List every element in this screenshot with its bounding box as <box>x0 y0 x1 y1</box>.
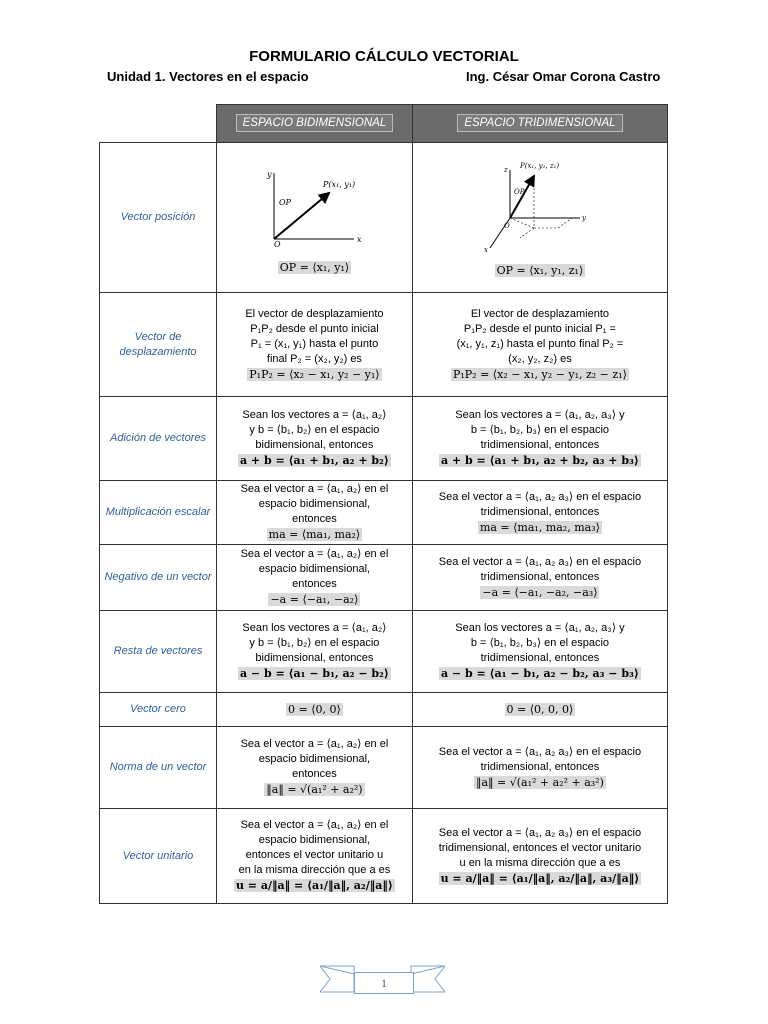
text-line: entonces el vector unitario u <box>245 849 384 861</box>
op-label: OP <box>279 198 292 207</box>
formula: u = a/‖a‖ = ⟨a₁/‖a‖, a₂/‖a‖⟩ <box>235 879 393 892</box>
row-resta-vectores <box>100 611 668 693</box>
unit-subtitle: Unidad 1. Vectores en el espacio <box>107 69 309 84</box>
formula: a + b = ⟨a₁ + b₁, a₂ + b₂, a₃ + b₃⟩ <box>440 454 639 467</box>
row-label: Vector cero <box>100 693 217 727</box>
text-line: espacio bidimensional, <box>258 498 371 510</box>
text-line: espacio bidimensional, <box>258 753 371 765</box>
formula: OP = ⟨x₁, y₁⟩ <box>279 261 350 274</box>
y-axis-label: y <box>581 214 586 222</box>
row-label: Vector de desplazamiento <box>100 293 217 397</box>
text-line: Sea el vector a = ⟨a₁, a₂⟩ en el <box>240 819 389 831</box>
origin-label: O <box>503 222 510 230</box>
text-line: b = ⟨b₁, b₂, b₃⟩ en el espacio <box>470 637 609 649</box>
point-p-label: P(x₁, y₁, z₁) <box>519 162 560 170</box>
z-axis-label: z <box>503 166 508 174</box>
x-axis-label: x <box>483 246 488 254</box>
row-vector-unitario <box>100 809 668 904</box>
column-header-tri: ESPACIO TRIDIMENSIONAL <box>412 105 667 143</box>
text-line: El vector de desplazamiento <box>470 307 610 320</box>
row-vector-desplazamiento <box>100 293 668 397</box>
formula: ma = ⟨ma₁, ma₂⟩ <box>268 528 361 541</box>
row-negativo-vector <box>100 545 668 611</box>
formula: 0 = ⟨0, 0, 0⟩ <box>506 702 574 716</box>
row-multiplicacion-escalar <box>100 481 668 545</box>
dashed-guide <box>510 218 534 228</box>
row-label: Vector unitario <box>100 809 217 904</box>
text-line: final P₂ = (x₂, y₂) es <box>266 352 362 365</box>
formula-table <box>99 104 668 904</box>
text-line: Sean los vectores a = ⟨a₁, a₂, a₃⟩ y <box>455 409 625 421</box>
text-line: Sea el vector a = ⟨a₁, a₂ a₃⟩ en el espacio <box>438 826 642 839</box>
formula: ‖a‖ = √(a₁² + a₂² + a₃²) <box>475 775 604 789</box>
op-vector-arrow <box>510 176 534 218</box>
page-number: 1 <box>354 972 414 994</box>
formula: a − b = ⟨a₁ − b₁, a₂ − b₂, a₃ − b₃⟩ <box>440 667 639 680</box>
author-name: Ing. César Omar Corona Castro <box>466 69 661 84</box>
text-line: tridimensional, entonces el vector unitario <box>438 841 642 854</box>
row-label: Adición de vectores <box>100 397 217 481</box>
text-line: entonces <box>292 578 337 590</box>
text-line: El vector de desplazamiento <box>245 307 384 320</box>
text-line: tridimensional, entonces <box>480 439 600 451</box>
text-line: P₁ = (x₁, y₁) hasta el punto <box>250 337 379 350</box>
row-norma-vector <box>100 727 668 809</box>
text-line: en la misma dirección que a es <box>238 864 391 876</box>
formula: a + b = ⟨a₁ + b₁, a₂ + b₂⟩ <box>239 454 389 467</box>
text-line: Sean los vectores a = ⟨a₁, a₂⟩ <box>242 622 387 634</box>
formula: ‖a‖ = √(a₁² + a₂²) <box>266 783 363 796</box>
column-header-bi: ESPACIO BIDIMENSIONAL <box>217 105 413 143</box>
text-line: (x₁, y₁, z₁) hasta el punto final P₂ = <box>456 337 624 350</box>
formula: 0 = ⟨0, 0⟩ <box>288 702 341 716</box>
text-line: tridimensional, entonces <box>480 760 600 773</box>
text-line: P₁P₂ desde el punto inicial P₁ = <box>463 322 616 335</box>
text-line: u en la misma dirección que a es <box>459 856 621 869</box>
text-line: Sea el vector a = ⟨a₁, a₂⟩ en el <box>240 548 389 560</box>
row-vector-posicion <box>100 143 668 293</box>
text-line: Sean los vectores a = ⟨a₁, a₂⟩ <box>242 409 387 421</box>
formula: P₁P₂ = ⟨x₂ − x₁, y₂ − y₁, z₂ − z₁⟩ <box>452 367 627 381</box>
text-line: tridimensional, entonces <box>480 652 600 664</box>
text-line: espacio bidimensional, <box>258 563 371 575</box>
formula: −a = ⟨−a₁, −a₂⟩ <box>270 593 359 606</box>
formula: OP = ⟨x₁, y₁, z₁⟩ <box>496 264 584 277</box>
op-label: OP <box>513 188 525 196</box>
row-label: Vector posición <box>100 143 217 293</box>
formula: a − b = ⟨a₁ − b₁, a₂ − b₂⟩ <box>239 667 389 680</box>
formula: −a = ⟨−a₁, −a₂, −a₃⟩ <box>482 585 598 599</box>
text-line: entonces <box>292 768 337 780</box>
row-vector-cero <box>100 693 668 727</box>
text-line: Sean los vectores a = ⟨a₁, a₂, a₃⟩ y <box>455 622 625 634</box>
text-line: bidimensional, entonces <box>255 439 374 451</box>
text-line: b = ⟨b₁, b₂, b₃⟩ en el espacio <box>470 424 609 436</box>
formula: ma = ⟨ma₁, ma₂, ma₃⟩ <box>479 520 600 534</box>
row-label: Negativo de un vector <box>100 545 217 611</box>
point-p-label: P(x₁, y₁) <box>323 180 356 189</box>
3d-position-diagram <box>480 156 600 256</box>
document-title: FORMULARIO CÁLCULO VECTORIAL <box>249 48 519 65</box>
dashed-guide <box>520 228 534 238</box>
text-line: (x₂, y₂, z₂) es <box>508 352 572 365</box>
text-line: tridimensional, entonces <box>480 570 600 583</box>
row-label: Norma de un vector <box>100 727 217 809</box>
text-line: espacio bidimensional, <box>258 834 371 846</box>
row-label: Resta de vectores <box>100 611 217 693</box>
text-line: y b = ⟨b₁, b₂⟩ en el espacio <box>249 424 380 436</box>
text-line: Sea el vector a = ⟨a₁, a₂ a₃⟩ en el espacio <box>438 555 642 568</box>
text-line: Sea el vector a = ⟨a₁, a₂ a₃⟩ en el espacio <box>438 490 642 503</box>
text-line: Sea el vector a = ⟨a₁, a₂ a₃⟩ en el espacio <box>438 745 642 758</box>
text-line: entonces <box>292 513 337 525</box>
text-line: P₁P₂ desde el punto inicial <box>250 322 379 335</box>
y-axis-label: y <box>267 170 272 179</box>
row-label: Multiplicación escalar <box>100 481 217 545</box>
header-row <box>100 105 668 143</box>
formula: u = a/‖a‖ = ⟨a₁/‖a‖, a₂/‖a‖, a₃/‖a‖⟩ <box>440 871 640 885</box>
dashed-guide <box>558 218 572 228</box>
origin-label: O <box>274 240 281 247</box>
text-line: Sea el vector a = ⟨a₁, a₂⟩ en el <box>240 483 389 495</box>
text-line: y b = ⟨b₁, b₂⟩ en el espacio <box>249 637 380 649</box>
formula: P₁P₂ = ⟨x₂ − x₁, y₂ − y₁⟩ <box>249 367 380 381</box>
text-line: bidimensional, entonces <box>255 652 374 664</box>
x-axis-label: x <box>357 235 362 244</box>
text-line: tridimensional, entonces <box>480 505 600 518</box>
2d-position-diagram <box>259 159 369 247</box>
row-adicion-vectores <box>100 397 668 481</box>
text-line: Sea el vector a = ⟨a₁, a₂⟩ en el <box>240 738 389 750</box>
